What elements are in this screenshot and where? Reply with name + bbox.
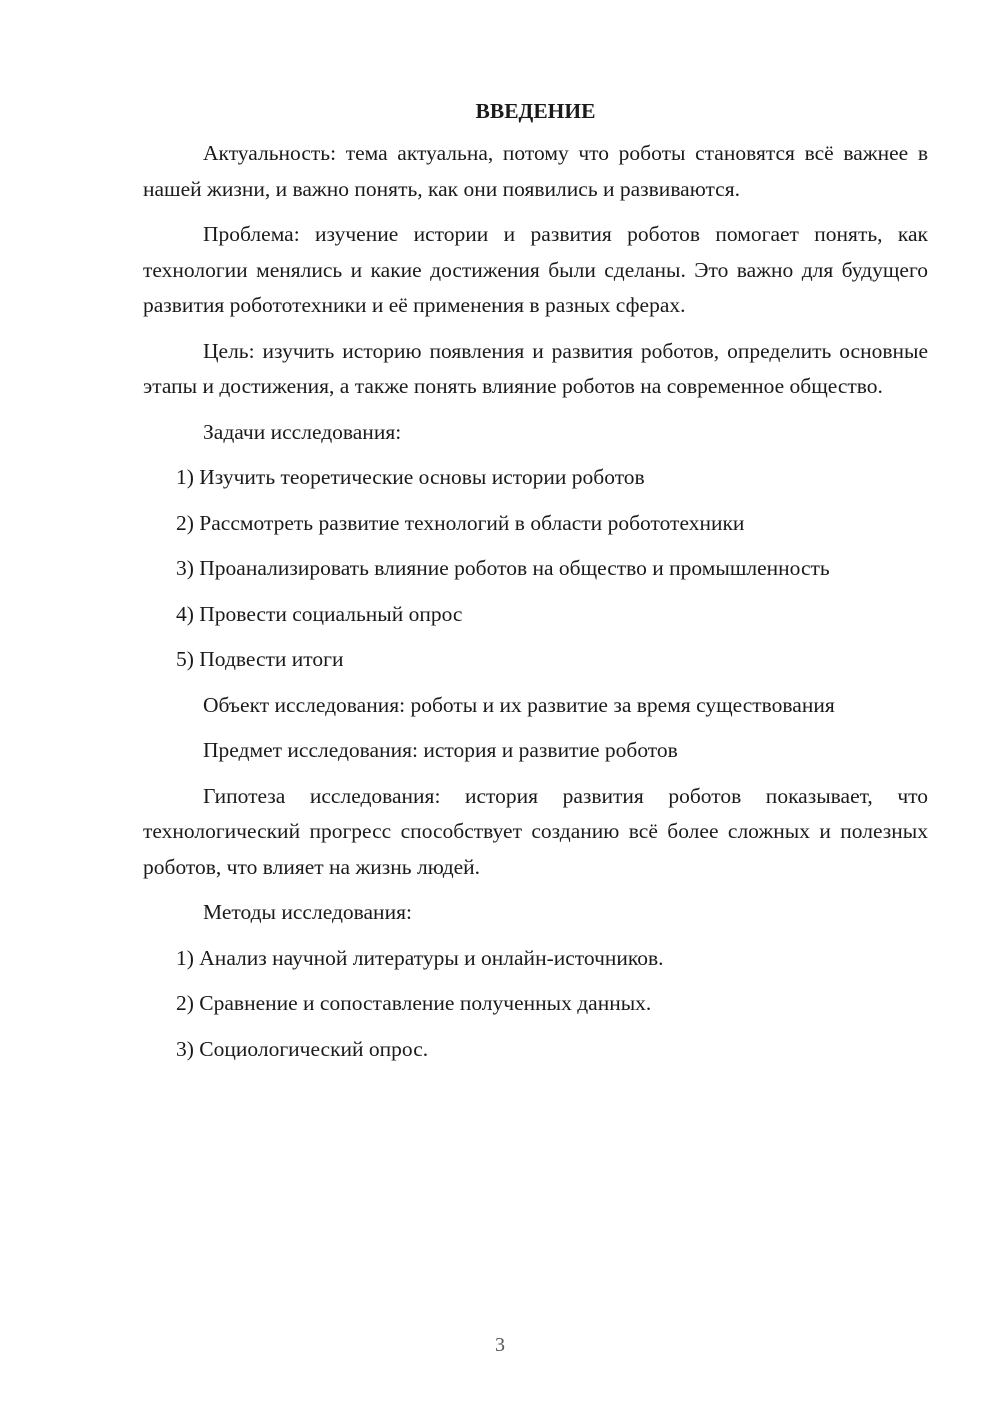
task-item: 3) Проанализировать влияние роботов на общество и промышленность [176,556,830,580]
page-number: 3 [495,1334,505,1356]
document-page [143,96,928,1077]
problem-paragraph: Проблема: изучение истории и развития роботов помогает понять, как технологии менялись и какие достижения были сделаны. Это важно для будущего развития робототехники и её применения в разных сферах. [143,222,928,317]
section-title: ВВЕДЕНИЕ [475,99,596,123]
task-item: 5) Подвести итоги [176,647,344,671]
object-paragraph: Объект исследования: роботы и их развитие за время существования [203,692,835,717]
task-item: 4) Провести социальный опрос [176,601,463,626]
subject-paragraph: Предмет исследования: история и развитие роботов [203,738,678,762]
method-item: 2) Сравнение и сопоставление полученных данных. [176,991,652,1015]
tasks-heading: Задачи исследования: [203,419,402,444]
goal-paragraph: Цель: изучить историю появления и развития роботов, определить основные этапы и достижения, а также понять влияние роботов на современное общество. [143,338,928,398]
task-item: 1) Изучить теоретические основы истории роботов [176,465,645,489]
method-item: 3) Социологический опрос. [176,1036,429,1061]
method-item: 1) Анализ научной литературы и онлайн-источников. [176,945,664,970]
relevance-paragraph: Актуальность: тема актуальна, потому что роботы становятся всё важнее в нашей жизни, и важно понять, как они появились и развиваются. [143,141,928,201]
hypothesis-paragraph: Гипотеза исследования: история развития роботов показывает, что технологический прогресс способствует созданию всё более сложных и полезных роботов, что влияет на жизнь людей. [143,783,928,879]
methods-heading: Методы исследования: [203,900,412,924]
task-item: 2) Рассмотреть развитие технологий в области робототехники [176,510,745,535]
